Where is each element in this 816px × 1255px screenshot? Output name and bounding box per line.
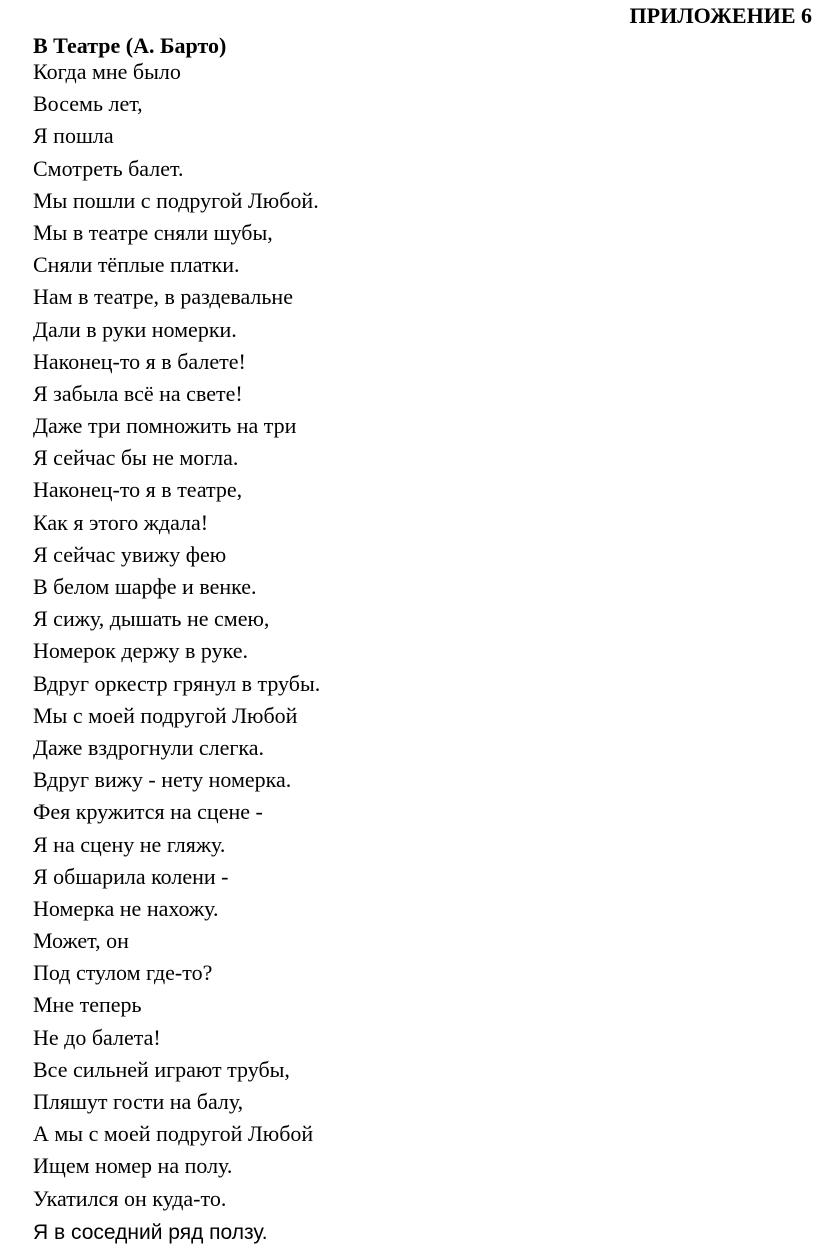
- poem-line: Мне теперь: [33, 992, 142, 1018]
- poem-line: Ищем номер на полу.: [33, 1153, 233, 1179]
- poem-line: Нам в театре, в раздевальне: [33, 284, 293, 310]
- poem-line: Я обшарила колени -: [33, 863, 229, 889]
- poem-line: Фея кружится на сцене -: [33, 799, 263, 825]
- poem-line: Даже вздрогнули слегка.: [33, 734, 265, 760]
- poem-line: Наконец-то я в театре,: [33, 477, 243, 503]
- poem-title: В Театре (А. Барто): [33, 33, 227, 58]
- poem-line: Я в соседний ряд ползу.: [33, 1220, 268, 1244]
- poem-line: Вдруг оркестр грянул в трубы.: [33, 670, 321, 696]
- poem-line: Вдруг вижу - нету номерка.: [33, 767, 292, 793]
- poem-line: Под стулом где-то?: [33, 960, 213, 986]
- poem-line: Я сижу, дышать не смею,: [33, 606, 270, 632]
- poem-line: Я пошла: [33, 123, 114, 149]
- poem-line: Номерка не нахожу.: [33, 895, 219, 921]
- poem-line: Не до балета!: [33, 1024, 161, 1050]
- poem-line: Все сильней играют трубы,: [33, 1056, 290, 1082]
- poem-line: Наконец-то я в балете!: [33, 348, 246, 374]
- poem-line: Укатился он куда-то.: [33, 1185, 227, 1211]
- poem-line: Пляшут гости на балу,: [33, 1089, 244, 1114]
- poem-line: Восемь лет,: [33, 91, 143, 117]
- poem-body: [33, 56, 320, 1249]
- poem-line: Мы пошли с подругой Любой.: [33, 187, 319, 213]
- poem-line: А мы с моей подругой Любой: [33, 1121, 314, 1147]
- poem-line: Смотреть балет.: [33, 155, 184, 181]
- poem-line: Номерок держу в руке.: [33, 638, 249, 664]
- poem-line: Дали в руки номерки.: [33, 316, 237, 342]
- poem-line: Я сейчас бы не могла.: [33, 445, 239, 471]
- poem-line: Я на сцену не гляжу.: [33, 831, 226, 857]
- poem-line: Мы с моей подругой Любой: [33, 702, 298, 728]
- poem-line: Я сейчас увижу фею: [33, 541, 227, 567]
- poem-line: Когда мне было: [33, 59, 181, 84]
- poem-line: Как я этого ждала!: [33, 509, 209, 535]
- poem-line: В белом шарфе и венке.: [33, 574, 257, 599]
- poem-line: Может, он: [33, 928, 129, 954]
- poem-line: Мы в театре сняли шубы,: [33, 219, 273, 245]
- poem-line: Сняли тёплые платки.: [33, 252, 240, 278]
- poem-line: Я забыла всё на свете!: [33, 380, 243, 406]
- appendix-label: ПРИЛОЖЕНИЕ 6: [629, 3, 812, 28]
- poem-line: Даже три помножить на три: [33, 413, 297, 439]
